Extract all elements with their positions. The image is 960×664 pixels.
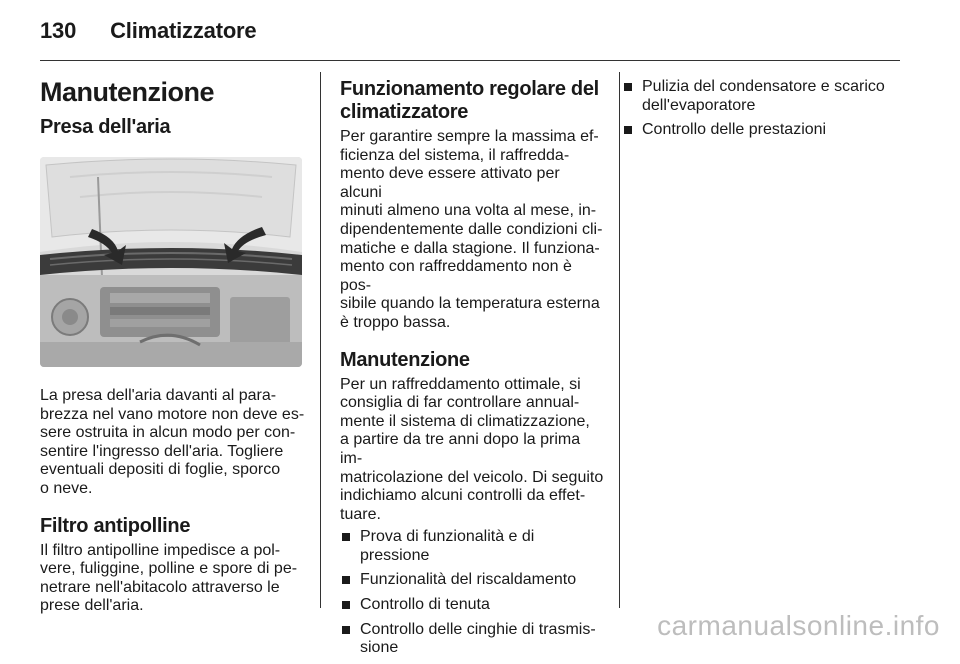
- column-1: [40, 72, 305, 616]
- subsection-title-maintenance: Manutenzione: [340, 348, 470, 371]
- list-item: Pulizia del condensatore e scarico dell'evaporatore: [622, 78, 907, 115]
- column-2: [340, 72, 605, 664]
- list-item: Controllo delle cinghie di trasmis- sione: [340, 621, 605, 658]
- list-item: Controllo di tenuta: [340, 596, 605, 615]
- bullet-square-icon: [342, 626, 350, 634]
- page-number: 130: [40, 18, 77, 43]
- header-rule: [40, 60, 900, 61]
- subsection-title-regular-operation: Funzionamento regolare del climatizzatore: [340, 78, 599, 123]
- list-item: Prova di funzionalità e di pressione: [340, 528, 605, 565]
- pollen-filter-text: Il filtro antipolline impedisce a pol- vere, fuliggine, polline e spore di pe- netrare nell'abitacolo attraverso le prese dell'aria.: [40, 541, 298, 615]
- subsection-title-pollen-filter: Filtro antipolline: [40, 514, 191, 537]
- maintenance-text: Per un raffreddamento ottimale, si consiglia di far controllare annual- mente il sistema di climatizzazione, a partire da tre anni dopo la prima im- matricolazione del veicolo. Di seguito indichiamo alcuni controlli da effet- tuare.: [340, 375, 604, 523]
- watermark: carmanualsonline.info: [657, 610, 940, 641]
- column-3: [622, 72, 907, 146]
- regular-operation-text: Per garantire sempre la massima ef- ficienza del sistema, il raffredda- mento deve essere attivato per alcuni minuti almeno una volta al mese, in- dipendentemente dalle condizioni cli- matiche e dalla stagione. Il funziona- mento con raffreddamento non è pos- sibile quando la temperatura esterna è troppo bassa.: [340, 128, 603, 331]
- maintenance-checklist-continued: [622, 78, 907, 140]
- bullet-square-icon: [624, 126, 632, 134]
- bullet-square-icon: [342, 601, 350, 609]
- list-item: Funzionalità del riscaldamento: [340, 571, 605, 590]
- engine-bay-illustration: [40, 157, 302, 367]
- page-header: [40, 18, 256, 44]
- list-item: Controllo delle prestazioni: [622, 121, 907, 140]
- bullet-square-icon: [342, 533, 350, 541]
- subsection-title-air-intake: Presa dell'aria: [40, 116, 171, 138]
- air-intake-text: La presa dell'aria davanti al para- brezza nel vano motore non deve es- sere ostruita in alcun modo per con- sentire l'ingresso dell'aria. Togliere eventuali depositi di foglie, sporco o neve.: [40, 387, 305, 497]
- bullet-square-icon: [624, 83, 632, 91]
- column-divider: [320, 72, 321, 608]
- column-divider: [619, 72, 620, 608]
- bullet-square-icon: [342, 576, 350, 584]
- chapter-title: Climatizzatore: [110, 18, 257, 43]
- maintenance-checklist: [340, 528, 605, 658]
- section-title: Manutenzione: [40, 77, 214, 107]
